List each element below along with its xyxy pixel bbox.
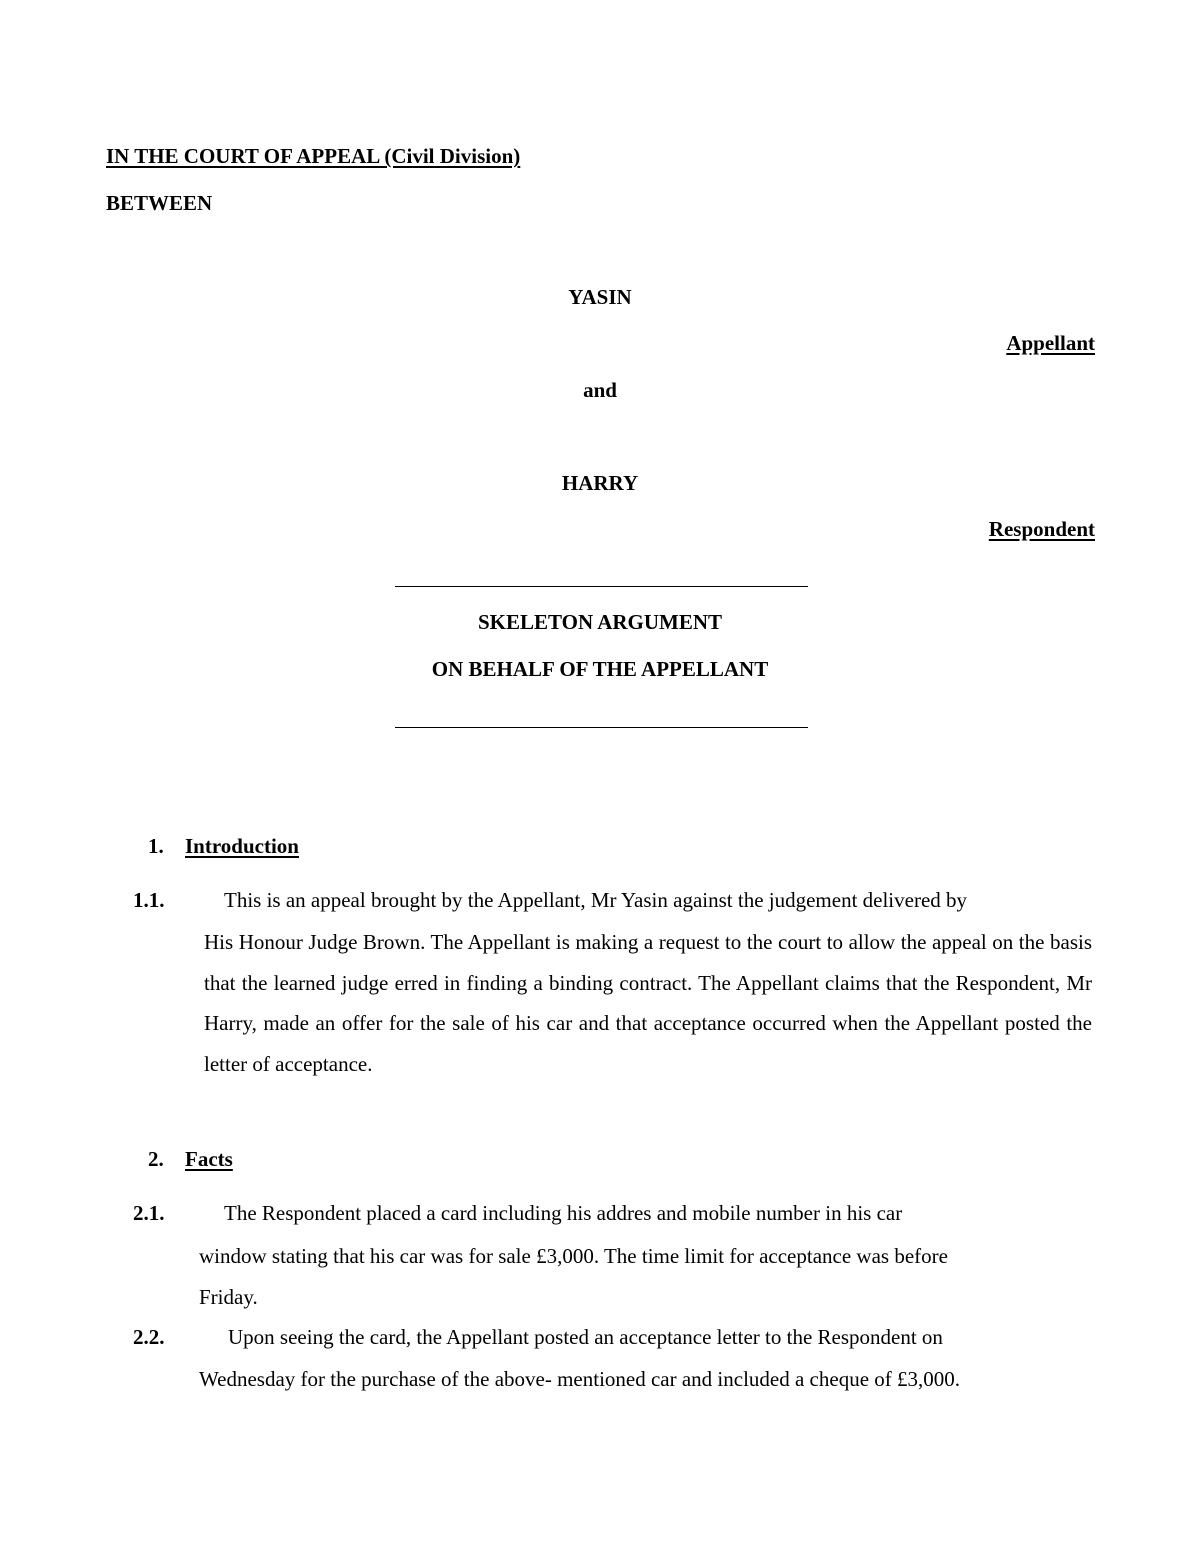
document-subtitle: ON BEHALF OF THE APPELLANT — [431, 657, 769, 681]
and-label: and — [583, 378, 617, 402]
title-rule-top — [395, 586, 808, 587]
paragraph-first-line: Upon seeing the card, the Appellant posted an acceptance letter to the Respondent on — [228, 1325, 943, 1349]
respondent-name: HARRY — [561, 471, 639, 495]
paragraph-first-line: This is an appeal brought by the Appellant, Mr Yasin against the judgement delivered by — [224, 888, 968, 912]
document-title: SKELETON ARGUMENT — [477, 610, 723, 634]
appellant-name: YASIN — [568, 285, 632, 309]
paragraph-number: 2.1. — [133, 1201, 165, 1225]
paragraph-line: window stating that his car was for sale £3,000. The time limit for acceptance was before — [199, 1244, 948, 1268]
section-heading-facts: Facts — [185, 1147, 233, 1171]
paragraph-body: His Honour Judge Brown. The Appellant is making a request to the court to allow the appeal on the basis that the learned judge erred in finding a binding contract. The Appellant claims that the Respondent, Mr Harry, made an offer for the sale of his car and that acceptance occurred when the Appellant posted the letter of acceptance. — [204, 930, 1092, 1076]
paragraph-number: 1.1. — [133, 888, 165, 912]
between-label: BETWEEN — [106, 191, 213, 215]
section-number: 2. — [148, 1147, 164, 1171]
court-heading: IN THE COURT OF APPEAL (Civil Division) — [106, 144, 521, 168]
paragraph-line: Wednesday for the purchase of the above- mentioned car and included a cheque of £3,000. — [199, 1367, 961, 1391]
section-number: 1. — [148, 834, 164, 858]
paragraph-line: Friday. — [199, 1285, 258, 1309]
paragraph-number: 2.2. — [133, 1325, 165, 1349]
appellant-role: Appellant — [1006, 331, 1095, 355]
section-heading-introduction: Introduction — [185, 834, 299, 858]
title-rule-bottom — [395, 727, 808, 728]
respondent-role: Respondent — [988, 517, 1095, 541]
paragraph-first-line: The Respondent placed a card including his addres and mobile number in his car — [224, 1201, 903, 1225]
